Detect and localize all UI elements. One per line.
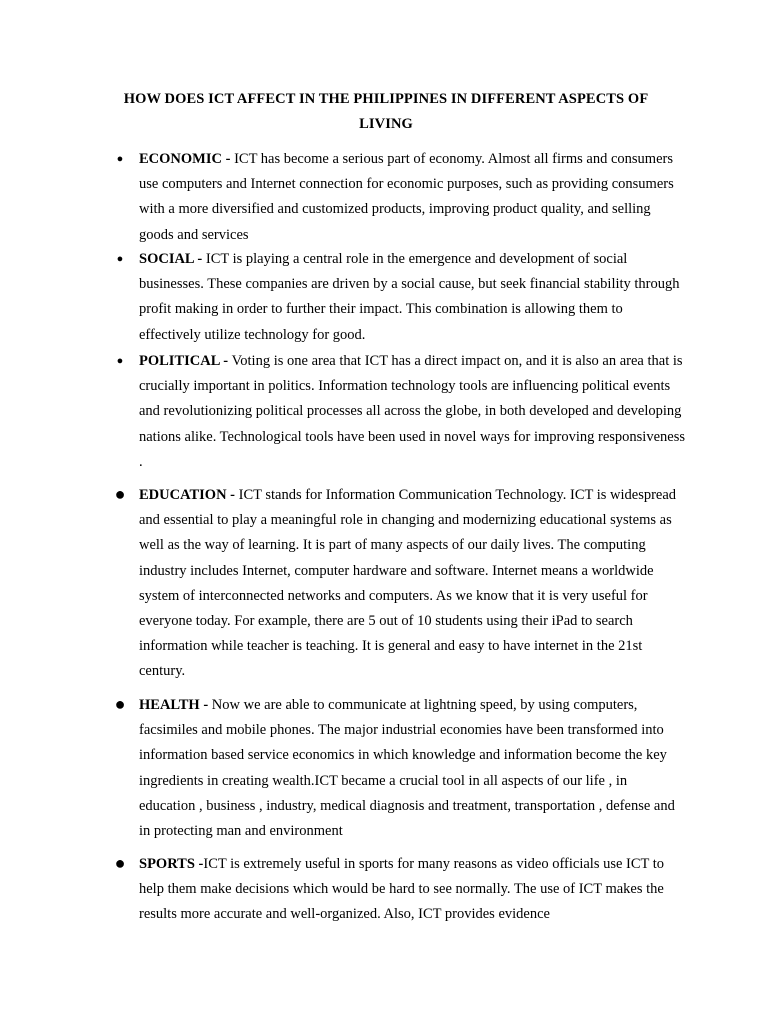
section-label: HEALTH - xyxy=(139,697,212,713)
section-text: Now we are able to communicate at lightning speed, by using computers, facsimiles and mobile phones. The major industrial economies have been transformed into information based service economics in which knowledge and information become the key ingredients in creating wealth.ICT became a crucial tool in all aspects of our life , in education , business , industry, medical diagnosis and treatment, transportation , defense and in protecting man and environment xyxy=(139,697,675,840)
section-label: ECONOMIC - xyxy=(139,151,235,167)
document-title: HOW DOES ICT AFFECT IN THE PHILIPPINES IN DIFFERENT ASPECTS OF LIVING xyxy=(123,91,649,132)
section-text: ICT has become a serious part of economy. Almost all firms and consumers use computers and Internet connection for economic purposes, such as providing consumers with a more diversified and customized products, improving product quality, and selling goods and services xyxy=(139,151,674,243)
section-text: ICT is extremely useful in sports for many reasons as video officials use ICT to help them make decisions which would be hard to see normally. The use of ICT makes the results more accurate and well-organized. Also, ICT provides evidence xyxy=(139,856,665,923)
bullet-icon: ● xyxy=(116,153,124,165)
section-economic xyxy=(116,147,687,248)
bullet-icon: ● xyxy=(114,694,126,714)
bullet-icon: ● xyxy=(114,853,126,873)
section-political xyxy=(116,349,687,475)
section-label: SOCIAL - xyxy=(139,251,206,267)
section-social xyxy=(116,247,687,348)
section-sports xyxy=(114,852,687,928)
section-text: Voting is one area that ICT has a direct impact on, and it is also an area that is crucially important in politics. Information technology tools are influencing political events and revolutionizing political processes all across the globe, in both developed and developing nations alike. Technological tools have been used in novel ways for improving responsiveness . xyxy=(139,353,685,470)
section-label: POLITICAL - xyxy=(139,353,232,369)
section-label: SPORTS - xyxy=(139,856,204,872)
section-label: EDUCATION - xyxy=(139,487,239,503)
section-health xyxy=(114,693,687,844)
bullet-icon: ● xyxy=(116,253,124,265)
section-text: ICT stands for Information Communication Technology. ICT is widespread and essential to play a meaningful role in changing and modernizing educational systems as well as the way of learning. It is part of many aspects of our daily lives. The computing industry includes Internet, computer hardware and software. Internet means a worldwide system of interconnected networks and computers. As we know that it is very useful for everyone today. For example, there are 5 out of 10 students using their iPad to search information while teacher is teaching. It is general and easy to have internet in the 21st century. xyxy=(139,487,677,680)
section-text: ICT is playing a central role in the emergence and development of social businesses. These companies are driven by a social cause, but seek financial stability through profit making in order to further their impact. This combination is allowing them to effectively utilize technology for good. xyxy=(139,251,680,343)
bullet-icon: ● xyxy=(116,355,124,367)
bullet-icon: ● xyxy=(114,484,126,504)
section-education xyxy=(114,483,687,685)
